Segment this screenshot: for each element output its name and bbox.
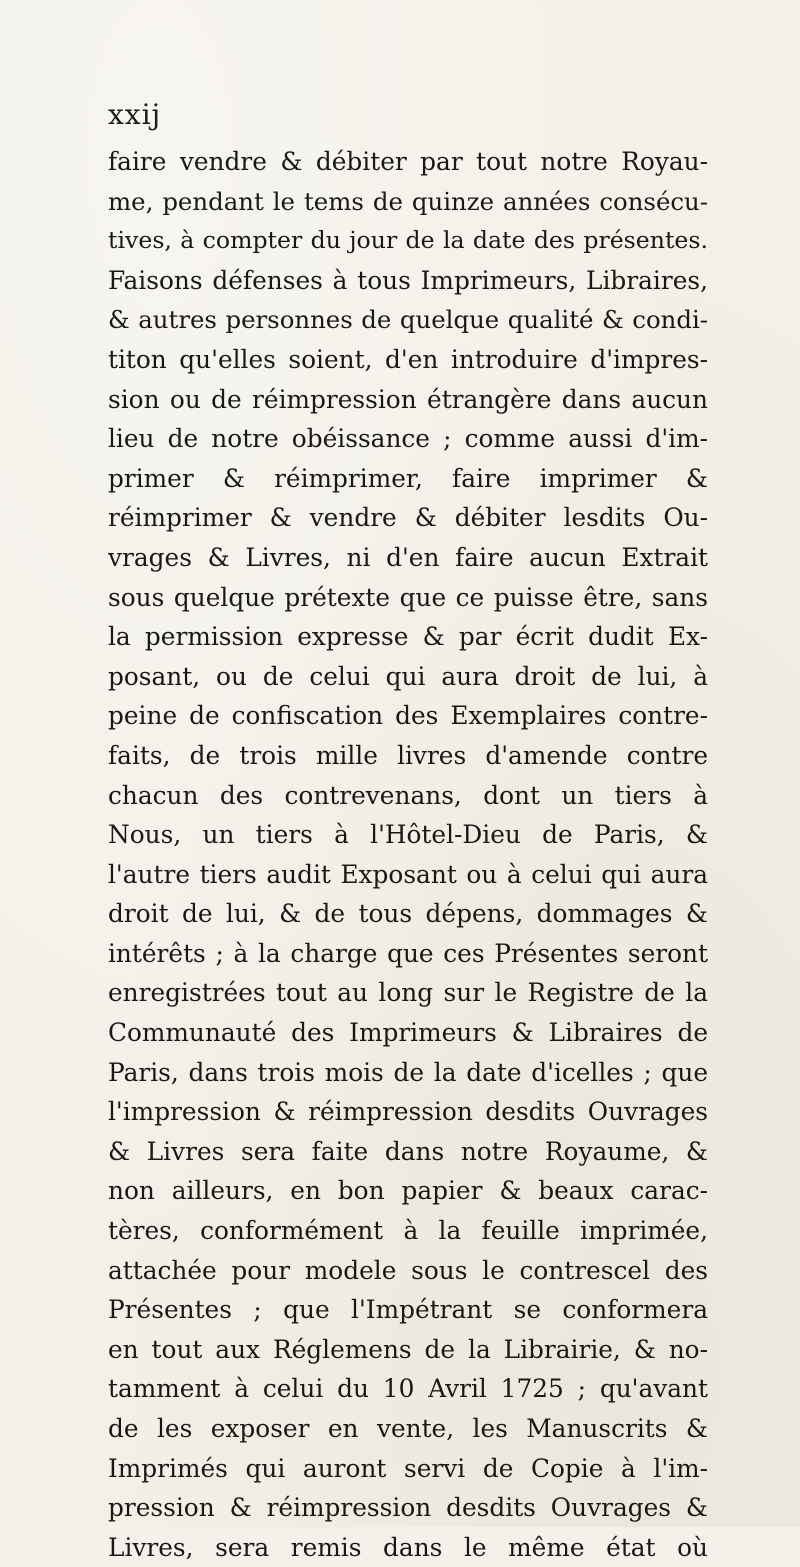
text-line: tères, conformément à la feuille imprimée,	[108, 1216, 708, 1246]
text-line: non ailleurs, en bon papier & beaux carac-	[108, 1176, 708, 1206]
text-line: attachée pour modele sous le contrescel des	[108, 1255, 708, 1285]
text-line: enregistrées tout au long sur le Registre de la	[108, 978, 708, 1008]
text-line: Faisons défenses à tous Imprimeurs, Libraires,	[108, 265, 708, 295]
text-line: tives, à compter du jour de la date des présentes.	[108, 226, 708, 255]
text-line: tamment à celui du 10 Avril 1725 ; qu'avant	[108, 1374, 708, 1404]
text-line: faire vendre & débiter par tout notre Royau-	[108, 147, 708, 176]
text-line: pression & réimpression desdits Ouvrages &	[108, 1493, 708, 1523]
body-text	[108, 142, 708, 1567]
text-line: Communauté des Imprimeurs & Libraires de	[108, 1018, 708, 1048]
page-number: xxij	[108, 98, 162, 131]
text-line: l'impression & réimpression desdits Ouvrages	[108, 1097, 708, 1127]
text-line: de les exposer en vente, les Manuscrits &	[108, 1414, 708, 1443]
text-line: droit de lui, & de tous dépens, dommages &	[108, 899, 708, 929]
text-line: en tout aux Réglemens de la Librairie, & no-	[108, 1334, 708, 1364]
text-line: me, pendant le tems de quinze années consécu-	[108, 186, 708, 216]
text-line: Nous, un tiers à l'Hôtel-Dieu de Paris, &	[108, 820, 708, 850]
text-line: faits, de trois mille livres d'amende contre	[108, 740, 708, 770]
text-line: réimprimer & vendre & débiter lesdits Ou-	[108, 503, 708, 533]
text-line: Présentes ; que l'Impétrant se conformera	[108, 1295, 708, 1325]
text-line: Paris, dans trois mois de la date d'icelles ; que	[108, 1057, 708, 1087]
text-line: titon qu'elles soient, d'en introduire d'impres-	[108, 344, 708, 374]
text-line: Imprimés qui auront servi de Copie à l'im-	[108, 1453, 708, 1483]
text-line: sion ou de réimpression étrangère dans aucun	[108, 384, 708, 414]
text-line: vrages & Livres, ni d'en faire aucun Extrait	[108, 542, 708, 572]
text-line: Livres, sera remis dans le même état où	[108, 1532, 708, 1562]
text-line: sous quelque prétexte que ce puisse être, sans	[108, 582, 708, 612]
text-line: l'autre tiers audit Exposant ou à celui qui aura	[108, 859, 708, 889]
text-line: & autres personnes de quelque qualité & condi-	[108, 305, 708, 335]
text-line: posant, ou de celui qui aura droit de lui, à	[108, 661, 708, 691]
text-line: & Livres sera faite dans notre Royaume, &	[108, 1136, 708, 1166]
text-line: la permission expresse & par écrit dudit Ex-	[108, 622, 708, 652]
text-line: primer & réimprimer, faire imprimer &	[108, 463, 708, 493]
text-line: chacun des contrevenans, dont un tiers à	[108, 780, 708, 810]
text-line: intérêts ; à la charge que ces Présentes seront	[108, 938, 708, 968]
text-line: peine de confiscation des Exemplaires contre-	[108, 701, 708, 731]
text-line: lieu de notre obéissance ; comme aussi d'im-	[108, 424, 708, 454]
